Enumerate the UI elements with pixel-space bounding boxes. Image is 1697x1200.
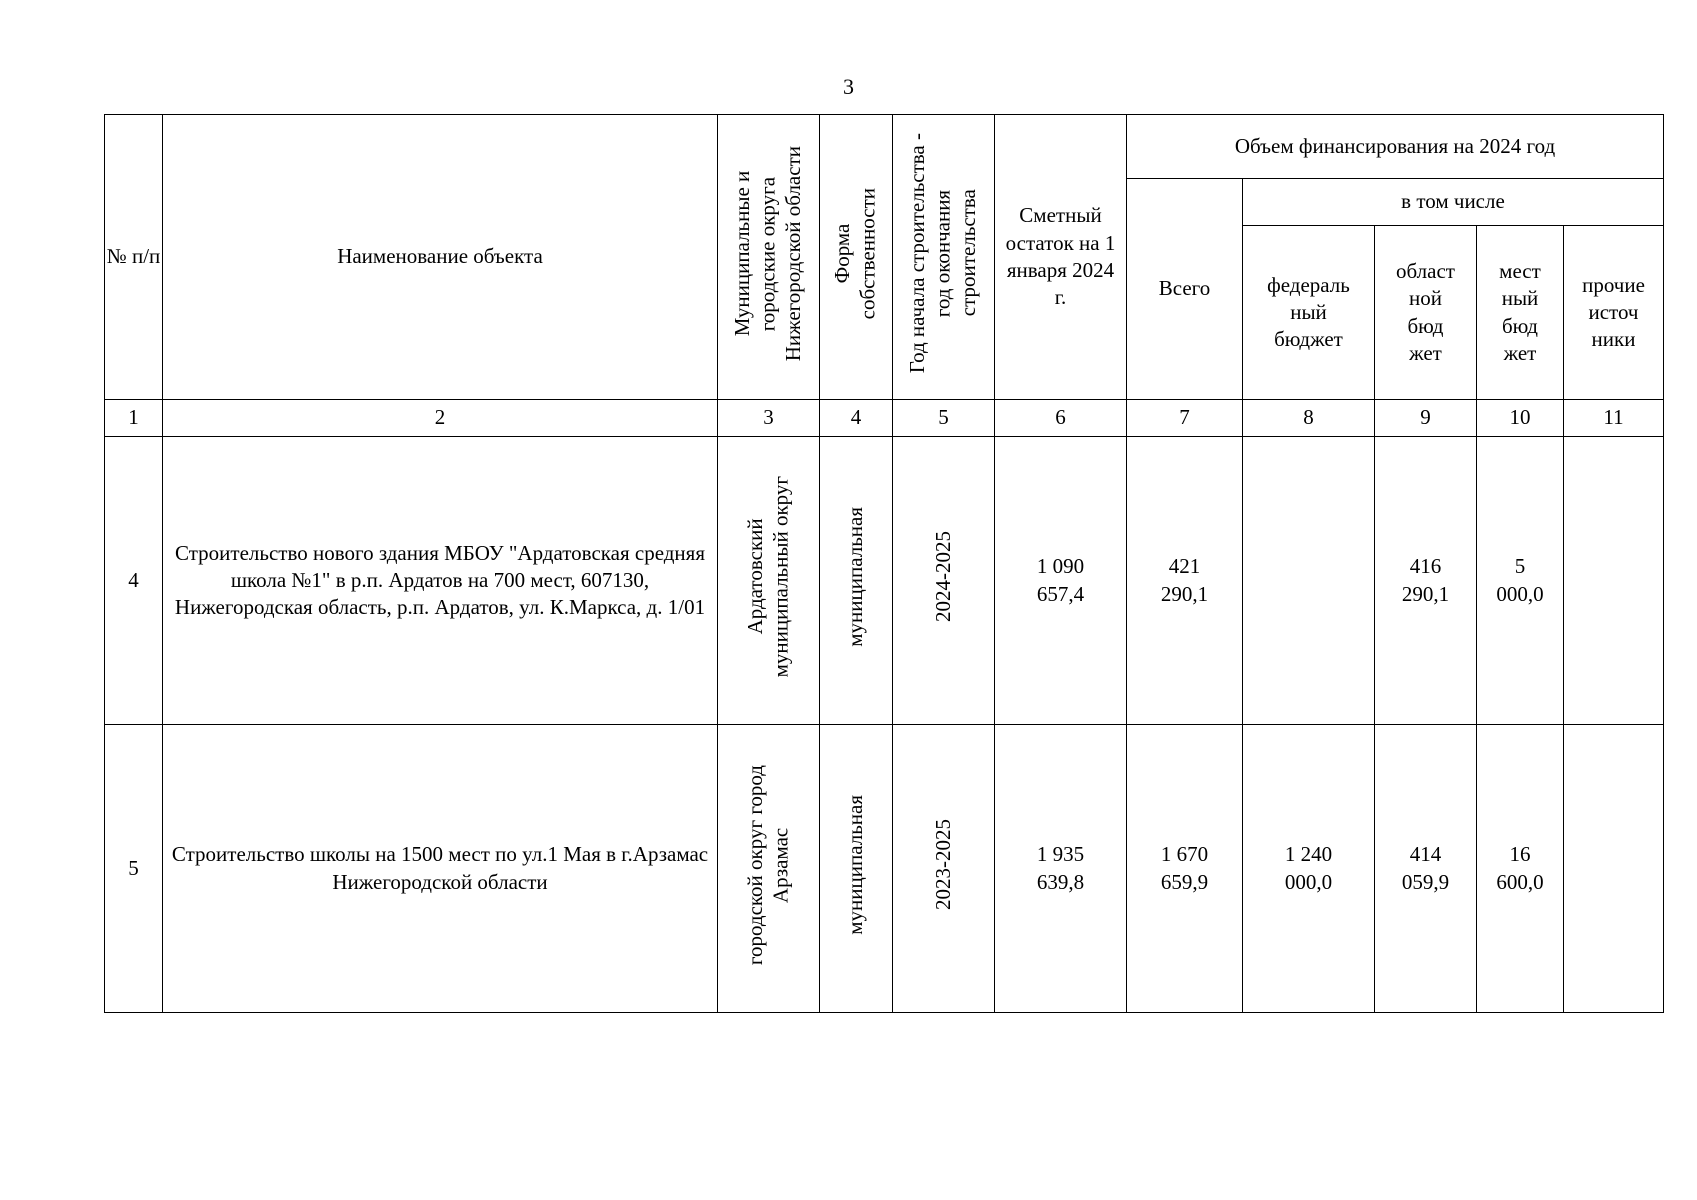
table-row [105,725,1664,1013]
column-number: 11 [1564,400,1664,437]
header-years: Год начала строительства - год окончания строительства [893,115,995,400]
row-num: 4 [105,437,163,725]
column-number: 8 [1243,400,1375,437]
header-total: Всего [1127,179,1243,400]
construction-years: 2023-2025 [893,725,995,1013]
object-name: Строительство школы на 1500 мест по ул.1 Мая в г.Арзамас Нижегородской области [163,725,718,1013]
column-number: 5 [893,400,995,437]
row-num: 5 [105,725,163,1013]
header-name: Наименование объекта [163,115,718,400]
federal-budget: 1 240 000,0 [1243,725,1375,1013]
header-federal: федераль ный бюджет [1243,226,1375,400]
header-estimate: Сметный остаток на 1 января 2024 г. [995,115,1127,400]
column-numbers-row [105,400,1664,437]
header-funding: Объем финансирования на 2024 год [1127,115,1664,179]
column-number: 9 [1375,400,1477,437]
header-regional: област ной бюд жет [1375,226,1477,400]
other-sources [1564,437,1664,725]
column-number: 6 [995,400,1127,437]
header-other: прочие источ ники [1564,226,1664,400]
estimate-balance: 1 935 639,8 [995,725,1127,1013]
regional-budget: 416 290,1 [1375,437,1477,725]
total-funding: 1 670 659,9 [1127,725,1243,1013]
column-number: 2 [163,400,718,437]
ownership-form: муниципальная [820,437,893,725]
regional-budget: 414 059,9 [1375,725,1477,1013]
other-sources [1564,725,1664,1013]
column-number: 7 [1127,400,1243,437]
header-local: мест ный бюд жет [1477,226,1564,400]
financing-table [104,114,1664,1013]
municipal-district: Ардатовский муниципальный округ [718,437,820,725]
estimate-balance: 1 090 657,4 [995,437,1127,725]
column-number: 1 [105,400,163,437]
total-funding: 421 290,1 [1127,437,1243,725]
header-ownership: Форма собственности [820,115,893,400]
federal-budget [1243,437,1375,725]
construction-years: 2024-2025 [893,437,995,725]
municipal-district: городской округ город Арзамас [718,725,820,1013]
column-number: 3 [718,400,820,437]
header-including: в том числе [1243,179,1664,226]
local-budget: 16 600,0 [1477,725,1564,1013]
local-budget: 5 000,0 [1477,437,1564,725]
object-name: Строительство нового здания МБОУ "Ардатовская средняя школа №1" в р.п. Ардатов на 700 мест, 607130, Нижегородская область, р.п. Ардатов, ул. К.Маркса, д. 1/01 [163,437,718,725]
column-number: 10 [1477,400,1564,437]
header-num: № п/п [105,115,163,400]
header-municipal: Муниципальные и городские округа Нижегородской области [718,115,820,400]
table-row [105,437,1664,725]
ownership-form: муниципальная [820,725,893,1013]
column-number: 4 [820,400,893,437]
page-number: 3 [843,74,854,99]
